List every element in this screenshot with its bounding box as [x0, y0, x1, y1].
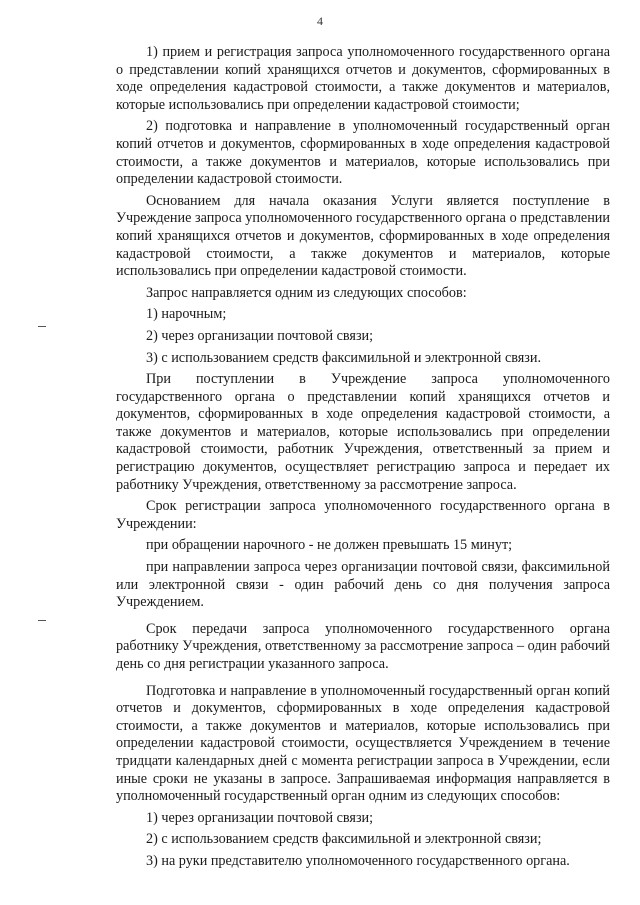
paragraph-in-person: при обращении нарочного - не должен превышать 15 минут; — [146, 537, 513, 554]
paragraph-basis: Основанием для начала оказания Услуги является поступление в Учреждение запроса уполномоченного государственного органа о представлении копий хранящихся отчетов и документов, сформированных в ходе определения кадастровой стоимости, а также документов и материалов, которые использовались при определении кадастровой стоимости. — [116, 192, 610, 280]
paragraph-item-2: 2) подготовка и направление в уполномоченный государственный орган копий отчетов и документов, сформированных в ходе определения кадастровой стоимости, а также документов и материалов, которые использовались при определении кадастровой стоимости. — [116, 118, 610, 188]
paragraph-transfer-term: Срок передачи запроса уполномоченного государственного органа работнику Учреждения, ответственному за рассмотрение запроса – один рабочий день со дня регистрации указанного запроса. — [116, 620, 610, 672]
list-item: 2) с использованием средств факсимильной и электронной связи; — [146, 831, 542, 848]
paragraph-preparation: Подготовка и направление в уполномоченный государственный орган копий отчетов и документов, сформированных в ходе определения кадастровой стоимости, а также документов и материалов, которые использовались при определении кадастровой стоимости, осуществляется Учреждением в течение тридцати календарных дней с момента регистрации запроса в Учреждении, если иные сроки не указаны в запросе. Запрашиваемая информация направляется в уполномоченный государственный орган одним из следующих способов: — [116, 682, 610, 805]
page-number: 4 — [317, 14, 323, 28]
margin-mark — [38, 326, 46, 327]
margin-mark — [38, 620, 46, 621]
paragraph-item-1: 1) прием и регистрация запроса уполномоченного государственного органа о представлении копий хранящихся отчетов и документов, сформированных в ходе определения кадастровой стоимости, а также документов и материалов, которые использовались при определении кадастровой стоимости; — [116, 44, 610, 113]
document-body — [116, 44, 610, 871]
paragraph-receipt: При поступлении в Учреждение запроса уполномоченного государственного органа о представлении копий хранящихся отчетов и документов, сформированных в ходе определения кадастровой стоимости, а также документов и материалов, которые использовались при определении кадастровой стоимости, работник Учреждения, ответственный за прием и регистрацию документов, осуществляет регистрацию запроса и передает их работнику Учреждения, ответственному за рассмотрение запроса. — [116, 371, 610, 493]
paragraph-by-mail: при направлении запроса через организации почтовой связи, факсимильной или электронной связи - один рабочий день со дня получения запроса Учреждением. — [116, 559, 610, 611]
paragraph-registration-term: Срок регистрации запроса уполномоченного государственного органа в Учреждении: — [116, 498, 610, 532]
list-item: 1) нарочным; — [146, 306, 227, 323]
paragraph-methods-intro: Запрос направляется одним из следующих способов: — [146, 284, 467, 301]
list-item: 1) через организации почтовой связи; — [146, 809, 374, 826]
list-item: 2) через организации почтовой связи; — [146, 327, 374, 344]
list-item: 3) с использованием средств факсимильной и электронной связи. — [146, 349, 542, 366]
list-item: 3) на руки представителю уполномоченного государственного органа. — [146, 852, 570, 869]
